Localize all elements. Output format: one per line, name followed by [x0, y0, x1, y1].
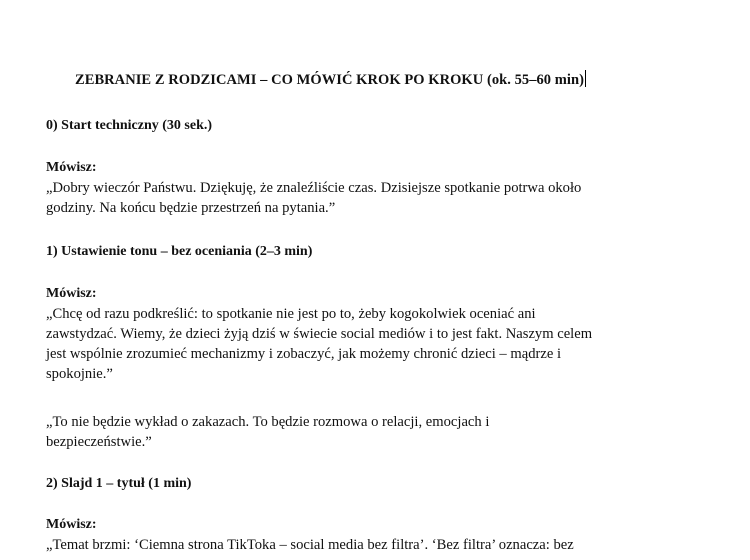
paragraph — [46, 535, 746, 555]
paragraph-line: „Chcę od razu podkreślić: to spotkanie nie jest po to, żeby kogokolwiek oceniać ani — [46, 306, 536, 322]
paragraph — [46, 412, 746, 452]
paragraph-line: bezpieczeństwie.” — [46, 434, 152, 450]
said-label: Mówisz: — [46, 160, 97, 175]
document-title — [75, 70, 586, 89]
said-label: Mówisz: — [46, 517, 97, 532]
paragraph-line: „Dobry wieczór Państwu. Dziękuję, że znaleźliście czas. Dzisiejsze spotkanie potrwa około — [46, 180, 582, 196]
paragraph-line: jest wspólnie zrozumieć mechanizmy i zobaczyć, jak możemy chronić dzieci – mądrze i — [46, 346, 562, 362]
paragraph-line: godziny. Na końcu będzie przestrzeń na pytania.” — [46, 200, 336, 216]
paragraph-line: spokojnie.” — [46, 366, 113, 382]
paragraph-line: zawstydzać. Wiemy, że dzieci żyją dziś w świecie social mediów i to jest fakt. Naszym celem — [46, 326, 593, 342]
text-cursor — [585, 70, 586, 87]
paragraph-line: „To nie będzie wykład o zakazach. To będzie rozmowa o relacji, emocjach i — [46, 414, 490, 430]
paragraph — [46, 304, 746, 384]
said-label: Mówisz: — [46, 286, 97, 301]
paragraph — [46, 178, 746, 218]
section-heading: 1) Ustawienie tonu – bez oceniania (2–3 min) — [46, 244, 313, 259]
paragraph-line: „Temat brzmi: ‘Ciemna strona TikToka – social media bez filtra’. ‘Bez filtra’ oznacza: bez — [46, 537, 574, 553]
document-title-text: ZEBRANIE Z RODZICAMI – CO MÓWIĆ KROK PO KROKU (ok. 55–60 min) — [75, 72, 584, 88]
section-heading: 0) Start techniczny (30 sek.) — [46, 118, 213, 133]
section-heading: 2) Slajd 1 – tytuł (1 min) — [46, 476, 192, 491]
